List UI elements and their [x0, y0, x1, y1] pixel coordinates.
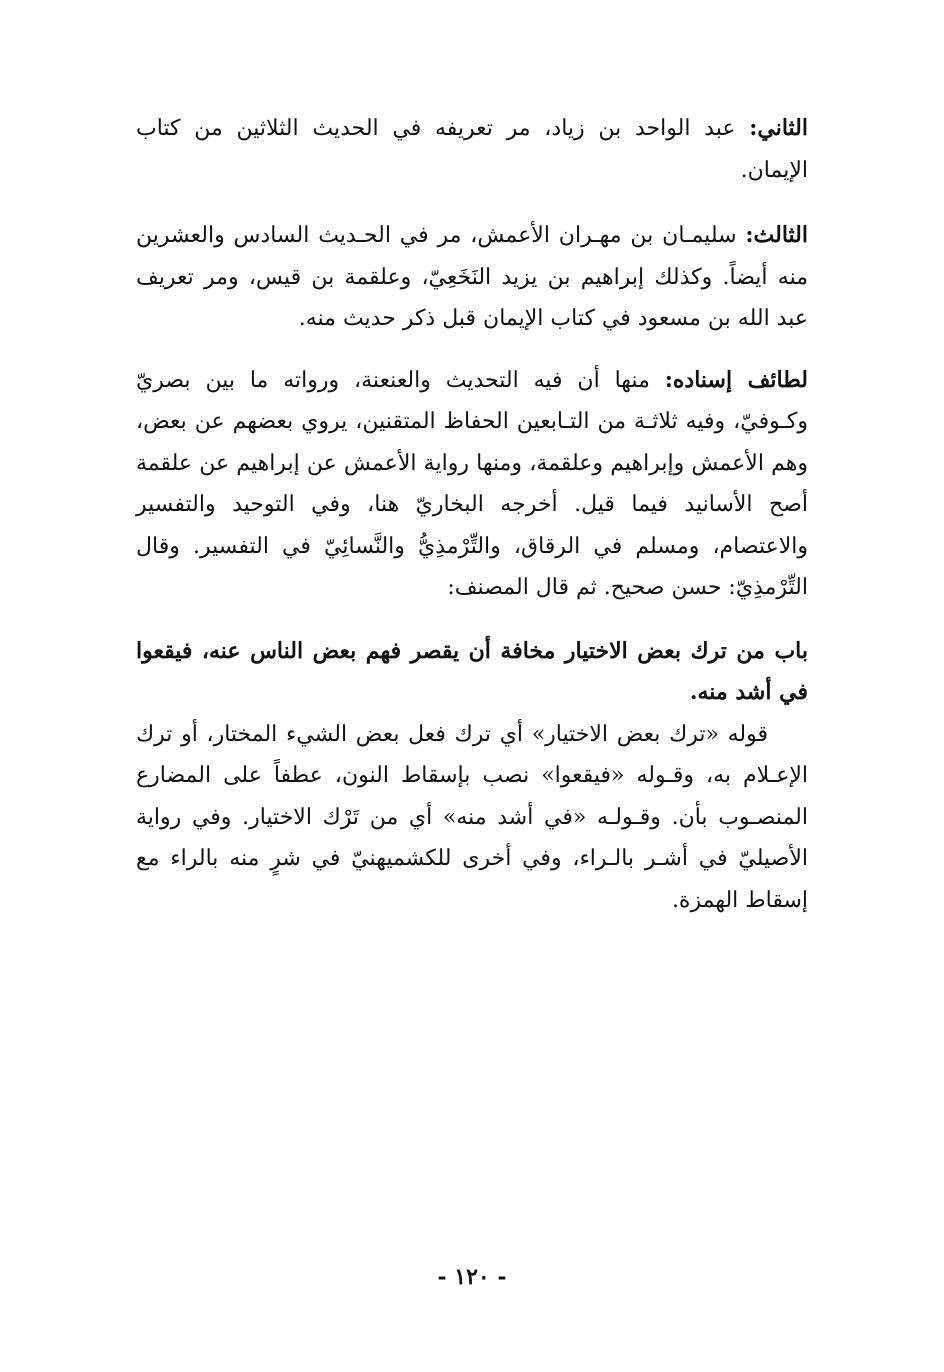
paragraph-text: منها أن فيه التحديث والعنعنة، ورواته ما بين بصريّ وكـوفيّ، وفيه ثلاثـة من التـابعين الحفاظ المتقنين، يروي بعضهم عن بعض، وهم الأعمش وإبراهيم وعلقمة، ومنها رواية الأعمش عن إبراهيم عن علقمة أصح الأسانيد فيما قيل. أخرجه البخاريّ هنا، وفي التوحيد والتفسير والاعتصام، ومسلم في الرقاق، والتِّرْمذِيُّ والنَّسائِيّ في التفسير. وقال التِّرْمذِيّ: حسن صحيح. ثم قال المصنف:	[136, 367, 809, 600]
paragraph-third-narrator	[136, 215, 808, 340]
paragraph-second-narrator	[136, 108, 808, 191]
chapter-heading: باب من ترك بعض الاختيار مخافة أن يقصر فهم بعض الناس عنه، فيقعوا في أشد منه.	[136, 637, 808, 705]
paragraph-text: عبد الواحد بن زياد، مر تعريفه في الحديث الثلاثين من كتاب الإيمان.	[136, 116, 808, 183]
page-number: - ١٢٠ -	[437, 1264, 507, 1290]
page-content	[136, 108, 808, 921]
paragraph-lead: الثالث:	[745, 222, 808, 248]
paragraph-lead: لطائف إسناده:	[664, 366, 808, 393]
paragraph-lead: الثاني:	[749, 115, 808, 141]
paragraph-text: سليمـان بن مهـران الأعمش، مر في الحـديث السادس والعشرين منه أيضاً. وكذلك إبراهيم بن يزيد النَخَعِيّ، وعلقمة بن قيس، ومر تعريف عبد الله بن مسعود في كتاب الإيمان قبل ذكر حديث منه.	[136, 223, 808, 331]
paragraph-isnad-subtleties	[136, 360, 808, 609]
paragraph-commentary: قوله «ترك بعض الاختيار» أي ترك فعل بعض الشيء المختار، أو ترك الإعـلام به، وقـوله «فيقعوا» نصب بإسقاط النون، عطفاً على المضارع المنصـوب بأن. وقـولـه «في أشد منه» أي من تَرْك الاختيار. وفي رواية الأصيليّ في أشـر بالـراء، وفي أخرى للكشميهنيّ في شرٍ منه بالراء مع إسقاط الهمزة.	[136, 721, 808, 913]
